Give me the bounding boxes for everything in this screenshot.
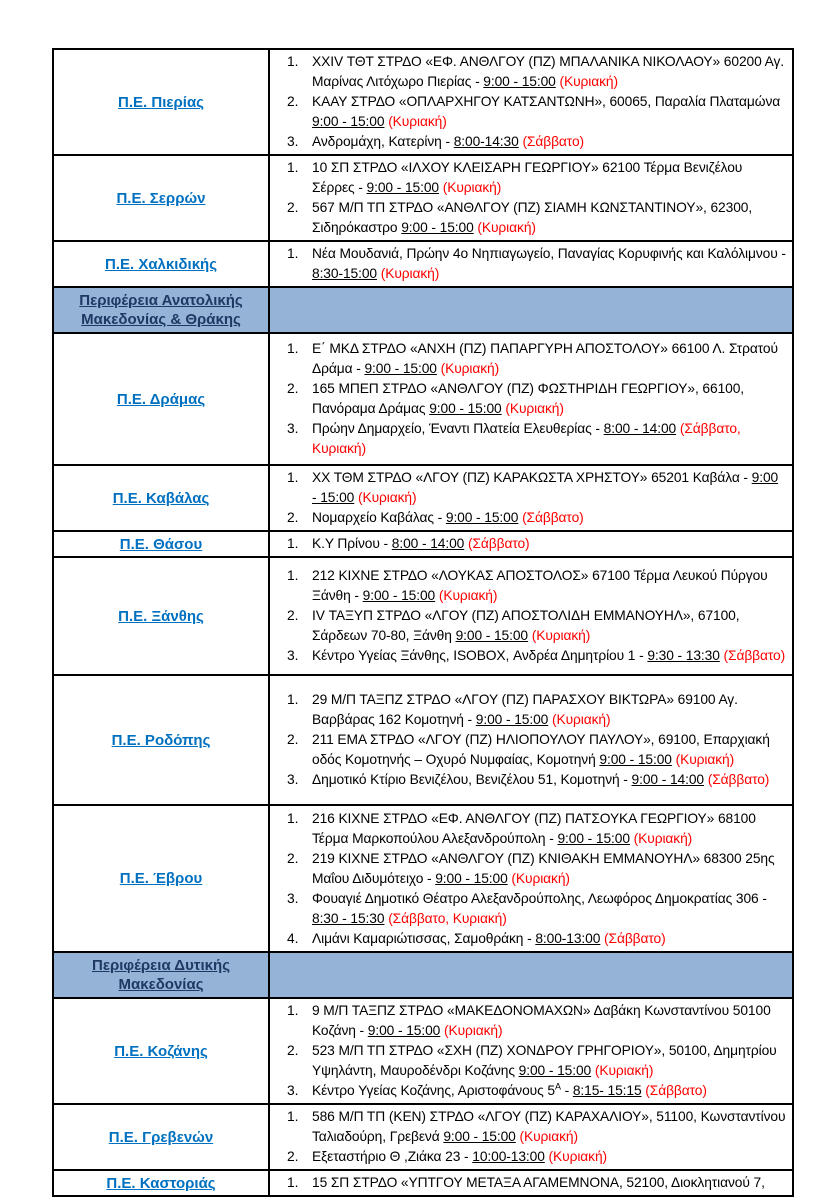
location-text: Λιμάνι Καμαριώτισσας, Σαμοθράκη - — [312, 930, 536, 946]
location-text: Δημοτικό Κτίριο Βενιζέλου, Βενιζέλου 51, Κομοτηνή - — [312, 772, 632, 787]
location-item — [270, 1001, 786, 1041]
item-text — [312, 1107, 786, 1147]
locations-cell — [269, 155, 793, 241]
region-link[interactable]: Π.Ε. Έβρου — [119, 870, 203, 887]
item-number: 1. — [287, 692, 299, 707]
locations-cell — [269, 49, 793, 155]
time-range: 9:00 - 15:00 — [475, 712, 549, 727]
item-number: 2. — [287, 381, 299, 396]
locations-cell — [269, 1104, 793, 1170]
day-label: (Σάββατο) — [645, 1083, 707, 1098]
time-range: 9:00 - 15:00 — [367, 1023, 441, 1038]
location-list — [270, 1173, 786, 1193]
location-item — [270, 690, 786, 730]
location-item — [270, 534, 786, 554]
region-row — [53, 805, 793, 952]
location-text: Κέντρο Υγείας Κοζάνης, Αριστοφάνους 5 — [312, 1083, 555, 1098]
time-range: 9:00 - 15:00 — [557, 830, 630, 846]
region-row — [53, 1104, 793, 1170]
time-range: 8:30-15:00 — [312, 266, 377, 281]
item-text — [312, 1147, 786, 1167]
region-link[interactable]: Π.Ε. Χαλκιδικής — [104, 255, 218, 273]
item-number: 4. — [287, 930, 299, 946]
schedule-table — [52, 48, 794, 1197]
superscript-text: Α — [554, 1081, 561, 1092]
locations-cell — [269, 675, 793, 805]
item-text — [312, 566, 786, 606]
location-list — [270, 534, 786, 554]
location-text: Ε΄ ΜΚΔ ΣΤΡΔΟ «ΑΝΧΗ (ΠΖ) ΠΑΠΑΡΓΥΡΗ ΑΠΟΣΤΟΛΟΥ» 66100 Λ. Στρατού Δράμα - — [312, 341, 778, 376]
region-row — [53, 1170, 793, 1196]
time-range: 9:00 - 15:00 — [366, 180, 439, 195]
location-list — [270, 339, 786, 459]
locations-cell — [269, 1170, 793, 1196]
item-text — [312, 889, 786, 929]
location-item — [270, 132, 786, 152]
location-list — [270, 566, 786, 666]
schedule-table-body — [53, 49, 793, 1196]
location-text: 216 ΚΙΧΝΕ ΣΤΡΔΟ «ΕΦ. ΑΝΘΛΓΟΥ (ΠΖ) ΠΑΤΣΟΥΚΑ ΓΕΩΡΓΙΟΥ» 68100 Τέρμα Μαρκοπούλου Αλεξανδρούπολη - — [312, 810, 756, 846]
region-row — [53, 49, 793, 155]
location-item — [270, 929, 786, 949]
day-label: (Κυριακή) — [559, 74, 618, 89]
item-text — [312, 849, 786, 889]
item-text — [312, 534, 786, 554]
item-number: 1. — [287, 54, 299, 69]
location-item — [270, 419, 786, 459]
location-item — [270, 889, 786, 929]
region-link[interactable]: Π.Ε. Δράμας — [116, 390, 206, 408]
time-range: 9:00 - 14:00 — [631, 772, 704, 787]
time-range: 9:00 - 15:00 — [445, 510, 519, 525]
location-text: Εξεταστήριο Θ ,Ζιάκα 23 - — [312, 1149, 473, 1164]
region-cell — [53, 1170, 269, 1196]
item-number: 1. — [287, 160, 299, 175]
day-label: (Σάββατο) — [522, 134, 585, 149]
region-cell — [53, 465, 269, 531]
location-text: Νέα Μουδανιά, Πρώην 4ο Νηπιαγωγείο, Παναγίας Κορυφινής και Καλόλιμνου - — [312, 246, 786, 261]
day-label: (Κυριακή) — [442, 180, 502, 195]
location-text: Νομαρχείο Καβάλας - — [312, 510, 446, 525]
time-range: 9:00 - 15:00 — [401, 220, 474, 235]
region-cell — [53, 155, 269, 241]
time-range: 9:00 - 15:00 — [483, 74, 556, 89]
item-number: 1. — [287, 1109, 299, 1124]
item-text — [312, 929, 786, 949]
item-number: 3. — [287, 890, 299, 906]
day-label: (Κυριακή) — [440, 361, 500, 376]
location-text: 15 ΣΠ ΣΤΡΔΟ «ΥΠΤΓΟΥ ΜΕΤΑΞΑ ΑΓΑΜΕΜΝΟΝΑ, 52100, Διοκλητιανού 7, — [312, 1175, 765, 1190]
location-list — [270, 809, 786, 949]
day-label: (Κυριακή) — [443, 1023, 503, 1038]
location-list — [270, 1107, 786, 1167]
item-number: 1. — [287, 1003, 299, 1018]
region-link[interactable]: Π.Ε. Σερρών — [116, 189, 206, 207]
location-list — [270, 468, 786, 528]
day-label: (Σάββατο, Κυριακή) — [312, 421, 741, 456]
location-text: 10 ΣΠ ΣΤΡΔΟ «ΙΛΧΟΥ ΚΛΕΙΣΑΡΗ ΓΕΩΡΓΙΟΥ» 62100 Τέρμα Βενιζέλου Σέρρες - — [312, 160, 743, 195]
item-text — [312, 419, 786, 459]
section-row — [53, 287, 793, 333]
location-item — [270, 92, 786, 132]
location-text: ΧΧ ΤΘΜ ΣΤΡΔΟ «ΛΓΟΥ (ΠΖ) ΚΑΡΑΚΩΣΤΑ ΧΡΗΣΤΟΥ» 65201 Καβάλα - — [312, 470, 752, 485]
location-text: Φουαγιέ Δημοτικό Θέατρο Αλεξανδρούπολης, Λεωφόρος Δημοκρατίας 306 - — [312, 890, 767, 906]
item-number: 1. — [287, 568, 299, 583]
region-row — [53, 998, 793, 1104]
day-label: (Κυριακή) — [505, 401, 564, 416]
item-number: 2. — [287, 732, 299, 747]
region-cell — [53, 49, 269, 155]
item-text — [312, 690, 786, 730]
item-text — [312, 379, 786, 419]
item-text — [312, 339, 786, 379]
region-cell — [53, 531, 269, 557]
day-label: (Κυριακή) — [594, 1063, 654, 1078]
item-number: 3. — [287, 421, 299, 436]
section-header-empty-cell — [269, 287, 793, 333]
region-row — [53, 155, 793, 241]
locations-cell — [269, 998, 793, 1104]
time-range: 8:00 - 14:00 — [391, 536, 465, 551]
day-label: (Κυριακή) — [358, 490, 417, 505]
section-row — [53, 952, 793, 998]
item-number: 1. — [287, 470, 299, 485]
location-text: 212 ΚΙΧΝΕ ΣΤΡΔΟ «ΛΟΥΚΑΣ ΑΠΟΣΤΟΛΟΣ» 67100 Τέρμα Λευκού Πύργου Ξάνθη - — [312, 568, 768, 603]
item-text — [312, 1001, 786, 1041]
item-text — [312, 646, 786, 666]
time-range: 9:00 - 15:00 — [518, 1063, 592, 1078]
locations-cell — [269, 241, 793, 287]
region-row — [53, 465, 793, 531]
item-text — [312, 92, 786, 132]
item-number: 2. — [287, 850, 299, 866]
location-item — [270, 379, 786, 419]
day-label: (Σάββατο) — [707, 772, 770, 787]
location-text: ΚΑΑΥ ΣΤΡΔΟ «ΟΠΛΑΡΧΗΓΟΥ ΚΑΤΣΑΝΤΩΝΗ», 60065, Παραλία Πλαταμώνα — [312, 94, 781, 109]
region-link[interactable]: Π.Ε. Ξάνθης — [118, 607, 204, 625]
region-link[interactable]: Π.Ε. Θάσου — [119, 535, 203, 553]
location-text: 29 Μ/Π ΤΑΞΠΖ ΣΤΡΔΟ «ΛΓΟΥ (ΠΖ) ΠΑΡΑΣΧΟΥ ΒΙΚΤΩΡΑ» 69100 Αγ. Βαρβάρας 162 Κομοτηνή - — [312, 692, 738, 727]
time-range: 9:00 - 15:00 — [599, 752, 672, 767]
region-cell — [53, 1104, 269, 1170]
day-label: (Κυριακή) — [675, 752, 735, 767]
location-text: Ανδρομάχη, Κατερίνη - — [312, 134, 454, 149]
location-item — [270, 198, 786, 238]
location-item — [270, 1041, 786, 1081]
location-text: XXIV ΤΘΤ ΣΤΡΔΟ «ΕΦ. ΑΝΘΛΓΟΥ (ΠΖ) ΜΠΑΛΑΝΙΚΑ ΝΙΚΟΛΑΟΥ» 60200 Αγ. Μαρίνας Λιτόχωρο Πιερίας - — [312, 54, 785, 89]
location-text: Πρώην Δημαρχείο, Έναντι Πλατεία Ελευθερίας - — [312, 421, 604, 436]
item-number: 2. — [287, 1149, 299, 1164]
location-item — [270, 809, 786, 849]
region-row — [53, 333, 793, 465]
item-text — [312, 1081, 786, 1101]
location-item — [270, 730, 786, 770]
time-range: 8:00-14:30 — [453, 134, 519, 149]
day-label: (Σάββατο) — [467, 536, 530, 551]
location-text: 219 ΚΙΧΝΕ ΣΤΡΔΟ «ΑΝΘΛΓΟΥ (ΠΖ) ΚΝΙΘΑΚΗ ΕΜΜΑΝΟΥΗΛ» 68300 25ης Μαΐου Διδυμότειχο - — [312, 850, 775, 886]
item-text — [312, 52, 786, 92]
item-number: 2. — [287, 1043, 299, 1058]
day-label: (Κυριακή) — [548, 1149, 608, 1164]
time-range: 9:00 - 15:00 — [364, 361, 437, 376]
locations-cell — [269, 333, 793, 465]
location-text: 586 Μ/Π ΤΠ (ΚΕΝ) ΣΤΡΔΟ «ΛΓΟΥ (ΠΖ) ΚΑΡΑΧΑΛΙΟΥ», 51100, Κωνσταντίνου Ταλιαδούρη, Γρεβενά — [312, 1109, 786, 1144]
location-text: 523 Μ/Π ΤΠ ΣΤΡΔΟ «ΣΧΗ (ΠΖ) ΧΟΝΔΡΟΥ ΓΡΗΓΟΡΙΟΥ», 50100, Δημητρίου Υψηλάντη, Μαυροδένδρι Κοζάνης — [312, 1043, 777, 1078]
section-header-empty-cell — [269, 952, 793, 998]
location-text: IV ΤΑΞΥΠ ΣΤΡΔΟ «ΛΓΟΥ (ΠΖ) ΑΠΟΣΤΟΛΙΔΗ ΕΜΜΑΝΟΥΗΛ», 67100, Σάρδεων 70-80, Ξάνθη — [312, 608, 740, 643]
time-range: 9:00 - 15:00 — [435, 870, 508, 886]
location-text: 165 ΜΠΕΠ ΣΤΡΔΟ «ΑΝΘΛΓΟΥ (ΠΖ) ΦΩΣΤΗΡΙΔΗ ΓΕΩΡΓΙΟΥ», 66100, Πανόραμα Δράμας — [312, 381, 745, 416]
region-row — [53, 675, 793, 805]
item-text — [312, 1173, 786, 1193]
day-label: (Κυριακή) — [380, 266, 440, 281]
location-item — [270, 566, 786, 606]
region-link[interactable]: Π.Ε. Πιερίας — [118, 93, 204, 111]
time-range: 9:30 - 13:30 — [647, 648, 720, 663]
item-text — [312, 132, 786, 152]
day-label: (Σάββατο) — [723, 648, 786, 663]
location-text: 211 ΕΜΑ ΣΤΡΔΟ «ΛΓΟΥ (ΠΖ) ΗΛΙΟΠΟΥΛΟΥ ΠΑΥΛΟΥ», 69100, Επαρχιακή οδός Κομοτηνής – Οχυρό Νυμφαίας, Κομοτηνή — [312, 732, 770, 767]
time-range: 9:00 - 15:00 — [443, 1129, 516, 1144]
section-header-label: Περιφέρεια Ανατολικής Μακεδονίας & Θράκης — [79, 292, 243, 328]
region-link[interactable]: Π.Ε. Γρεβενών — [108, 1128, 214, 1146]
day-label: (Κυριακή) — [519, 1129, 578, 1144]
location-list — [270, 1001, 786, 1101]
region-cell — [53, 333, 269, 465]
location-item — [270, 1081, 786, 1101]
region-row — [53, 531, 793, 557]
region-link[interactable]: Π.Ε. Ροδόπης — [111, 731, 211, 749]
time-range: 9:00 - 15:00 — [362, 588, 436, 603]
time-range: 9:00 - 15:00 — [312, 470, 779, 505]
time-range: 9:00 - 15:00 — [312, 114, 385, 129]
location-item — [270, 1147, 786, 1167]
region-link[interactable]: Π.Ε. Καστοριάς — [106, 1174, 216, 1192]
day-label: (Σάββατο, Κυριακή) — [388, 910, 507, 926]
region-cell — [53, 241, 269, 287]
location-list — [270, 158, 786, 238]
time-range: 8:00-13:00 — [535, 930, 601, 946]
item-text — [312, 198, 786, 238]
locations-cell — [269, 465, 793, 531]
section-header-label: Περιφέρεια Δυτικής Μακεδονίας — [92, 957, 230, 993]
item-number: 3. — [287, 1083, 299, 1098]
region-cell — [53, 805, 269, 952]
locations-cell — [269, 557, 793, 675]
location-item — [270, 606, 786, 646]
item-number: 1. — [287, 246, 299, 261]
item-text — [312, 158, 786, 198]
location-item — [270, 339, 786, 379]
item-number: 1. — [287, 341, 299, 356]
time-range: 8:30 - 15:30 — [312, 910, 385, 926]
item-number: 3. — [287, 648, 299, 663]
item-number: 2. — [287, 510, 299, 525]
section-header-cell — [53, 287, 269, 333]
location-text: - — [560, 1083, 573, 1098]
region-cell — [53, 557, 269, 675]
item-text — [312, 606, 786, 646]
day-label: (Κυριακή) — [511, 870, 570, 886]
location-item — [270, 1173, 786, 1193]
location-text: 9 Μ/Π ΤΑΞΠΖ ΣΤΡΔΟ «ΜΑΚΕΔΟΝΟΜΑΧΩΝ» Δαβάκη Κωνσταντίνου 50100 Κοζάνη - — [312, 1003, 771, 1038]
item-number: 3. — [287, 134, 299, 149]
region-link[interactable]: Π.Ε. Καβάλας — [112, 489, 210, 507]
location-item — [270, 468, 786, 508]
region-cell — [53, 675, 269, 805]
item-text — [312, 244, 786, 284]
location-item — [270, 849, 786, 889]
region-cell — [53, 998, 269, 1104]
day-label: (Κυριακή) — [633, 830, 693, 846]
location-item — [270, 770, 786, 790]
day-label: (Σάββατο) — [522, 510, 584, 525]
item-text — [312, 809, 786, 849]
item-text — [312, 770, 786, 790]
day-label: (Κυριακή) — [531, 628, 591, 643]
time-range: 8:15- 15:15 — [572, 1083, 642, 1098]
location-text: Κέντρο Υγείας Ξάνθης, ISOBOX, Ανδρέα Δημητρίου 1 - — [312, 648, 648, 663]
item-text — [312, 508, 786, 528]
day-label: (Κυριακή) — [551, 712, 611, 727]
location-item — [270, 508, 786, 528]
section-header-cell — [53, 952, 269, 998]
time-range: 9:00 - 15:00 — [455, 628, 529, 643]
location-item — [270, 52, 786, 92]
day-label: (Σάββατο) — [604, 930, 666, 946]
item-number: 2. — [287, 608, 299, 623]
location-item — [270, 244, 786, 284]
item-number: 2. — [287, 200, 299, 215]
location-list — [270, 52, 786, 152]
item-number: 2. — [287, 94, 299, 109]
time-range: 9:00 - 15:00 — [429, 401, 502, 416]
location-list — [270, 244, 786, 284]
region-link[interactable]: Π.Ε. Κοζάνης — [114, 1042, 208, 1060]
location-item — [270, 646, 786, 666]
item-text — [312, 1041, 786, 1081]
day-label: (Κυριακή) — [477, 220, 536, 235]
item-number: 3. — [287, 772, 299, 787]
item-number: 1. — [287, 1175, 299, 1190]
time-range: 10:00-13:00 — [472, 1149, 545, 1164]
day-label: (Κυριακή) — [438, 588, 498, 603]
day-label: (Κυριακή) — [388, 114, 447, 129]
location-item — [270, 1107, 786, 1147]
region-row — [53, 557, 793, 675]
locations-cell — [269, 531, 793, 557]
location-text: 567 Μ/Π ΤΠ ΣΤΡΔΟ «ΑΝΘΛΓΟΥ (ΠΖ) ΣΙΑΜΗ ΚΩΝΣΤΑΝΤΙΝΟΥ», 62300, Σιδηρόκαστρο — [312, 200, 753, 235]
location-text: Κ.Υ Πρίνου - — [312, 536, 392, 551]
item-text — [312, 468, 786, 508]
location-item — [270, 158, 786, 198]
locations-cell — [269, 805, 793, 952]
region-row — [53, 241, 793, 287]
item-number: 1. — [287, 536, 299, 551]
item-text — [312, 730, 786, 770]
item-number: 1. — [287, 810, 299, 826]
time-range: 8:00 - 14:00 — [603, 421, 677, 436]
location-list — [270, 690, 786, 790]
